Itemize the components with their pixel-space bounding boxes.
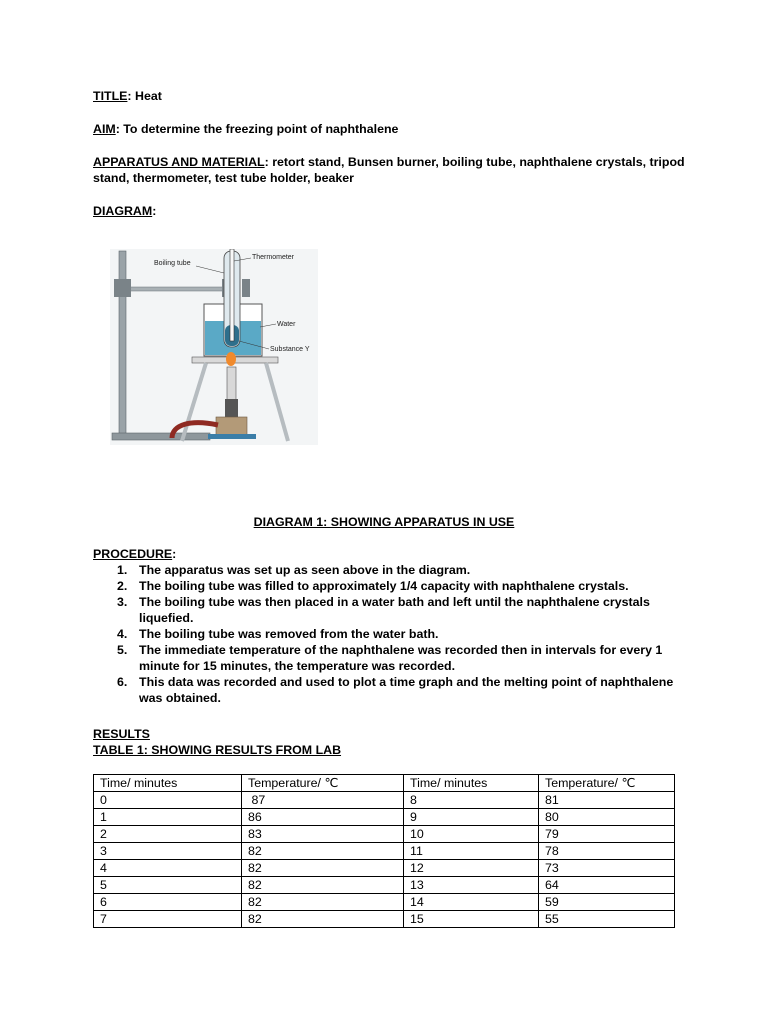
apparatus-label: APPARATUS AND MATERIAL (93, 155, 265, 169)
table-cell: 82 (242, 843, 404, 860)
step-text: The boiling tube was then placed in a water bath and left until the naphthalene crystals liquefied. (139, 595, 650, 625)
step-text: This data was recorded and used to plot a time graph and the melting point of naphthalene was obtained. (139, 675, 674, 705)
table-caption: TABLE 1: SHOWING RESULTS FROM LAB (93, 743, 342, 757)
diagram-label: DIAGRAM (93, 204, 153, 218)
burner-barrel (227, 367, 236, 401)
burner-flame (226, 352, 236, 366)
table-cell: 0 (94, 792, 242, 809)
table-cell: 6 (94, 894, 242, 911)
retort-stand-base (112, 433, 210, 440)
step-number: 5. (117, 643, 128, 657)
results-heading: RESULTS (93, 727, 150, 741)
table-cell: 86 (242, 809, 404, 826)
title-text: : Heat (127, 89, 162, 103)
table-row (94, 843, 675, 860)
step-text: The boiling tube was filled to approximately 1/4 capacity with naphthalene crystals. (139, 579, 629, 593)
step-number: 4. (117, 627, 128, 641)
header-temp-2: Temperature/ ℃ (539, 775, 675, 792)
table-cell: 82 (242, 877, 404, 894)
retort-stand-rod (119, 251, 126, 437)
diagram-caption-text: DIAGRAM 1: SHOWING APPARATUS IN USE (253, 515, 515, 529)
clamp-arm (126, 287, 238, 291)
procedure-step (93, 674, 683, 706)
table-header-row (94, 775, 675, 792)
step-number: 1. (117, 563, 128, 577)
aim-label: AIM (93, 122, 116, 136)
table-row (94, 826, 675, 843)
title-line (93, 88, 162, 104)
apparatus-diagram (110, 249, 318, 445)
apparatus-line-2 (93, 170, 354, 186)
table-cell: 87 (242, 792, 404, 809)
step-number: 2. (117, 579, 128, 593)
label-thermometer: Thermometer (252, 254, 295, 261)
heatproof-mat (208, 434, 256, 439)
table-row (94, 860, 675, 877)
procedure-step (93, 562, 683, 578)
table-cell: 81 (539, 792, 675, 809)
table-cell: 12 (404, 860, 539, 877)
step-number: 6. (117, 675, 128, 689)
step-text: The apparatus was set up as seen above in the diagram. (139, 563, 471, 577)
table-cell: 82 (242, 894, 404, 911)
title-label: TITLE (93, 89, 128, 103)
step-number: 3. (117, 595, 128, 609)
table-cell: 9 (404, 809, 539, 826)
table-cell: 5 (94, 877, 242, 894)
table-cell: 64 (539, 877, 675, 894)
table-cell: 4 (94, 860, 242, 877)
table-row (94, 809, 675, 826)
boss-head (114, 279, 131, 297)
step-text: The immediate temperature of the naphthalene was recorded then in intervals for every 1 minute for 15 minutes, the temperature was recorded. (139, 643, 663, 673)
table-row (94, 877, 675, 894)
label-water: Water (277, 321, 296, 328)
table-cell: 82 (242, 911, 404, 928)
header-time-2: Time/ minutes (404, 775, 539, 792)
table-cell: 11 (404, 843, 539, 860)
table-row (94, 894, 675, 911)
procedure-step (93, 642, 683, 674)
burner-base (216, 417, 247, 435)
label-substance: Substance Y (270, 346, 310, 353)
clamp-jaw-right (242, 279, 250, 297)
table-cell: 1 (94, 809, 242, 826)
thermometer (230, 249, 234, 341)
table-cell: 8 (404, 792, 539, 809)
apparatus-text-1: : retort stand, Bunsen burner, boiling tube, naphthalene crystals, tripod (264, 155, 685, 169)
table-cell: 14 (404, 894, 539, 911)
diagram-colon: : (152, 204, 157, 218)
procedure-colon: : (172, 547, 177, 561)
table-cell: 13 (404, 877, 539, 894)
procedure-heading (93, 546, 176, 562)
diagram-heading (93, 203, 156, 219)
table-row (94, 792, 675, 809)
label-boiling-tube: Boiling tube (154, 260, 191, 267)
table-cell: 2 (94, 826, 242, 843)
procedure-label: PROCEDURE (93, 547, 173, 561)
procedure-step (93, 578, 683, 594)
procedure-list (93, 562, 683, 706)
table-cell: 83 (242, 826, 404, 843)
table-cell: 79 (539, 826, 675, 843)
table-cell: 7 (94, 911, 242, 928)
table-cell: 15 (404, 911, 539, 928)
diagram-caption (0, 514, 768, 530)
results-table (93, 774, 675, 928)
table-cell: 55 (539, 911, 675, 928)
header-temp-1: Temperature/ ℃ (242, 775, 404, 792)
table-cell: 59 (539, 894, 675, 911)
procedure-step (93, 626, 683, 642)
burner-collar (225, 399, 238, 417)
aim-text: : To determine the freezing point of naphthalene (115, 122, 399, 136)
table-cell: 78 (539, 843, 675, 860)
table-cell: 73 (539, 860, 675, 877)
aim-line (93, 121, 398, 137)
table-cell: 82 (242, 860, 404, 877)
table-cell: 3 (94, 843, 242, 860)
apparatus-line-1 (93, 154, 685, 170)
procedure-step (93, 594, 683, 626)
apparatus-text-2: stand, thermometer, test tube holder, beaker (93, 171, 354, 185)
table-cell: 10 (404, 826, 539, 843)
step-text: The boiling tube was removed from the water bath. (139, 627, 439, 641)
table-cell: 80 (539, 809, 675, 826)
table-row (94, 911, 675, 928)
header-time-1: Time/ minutes (94, 775, 242, 792)
